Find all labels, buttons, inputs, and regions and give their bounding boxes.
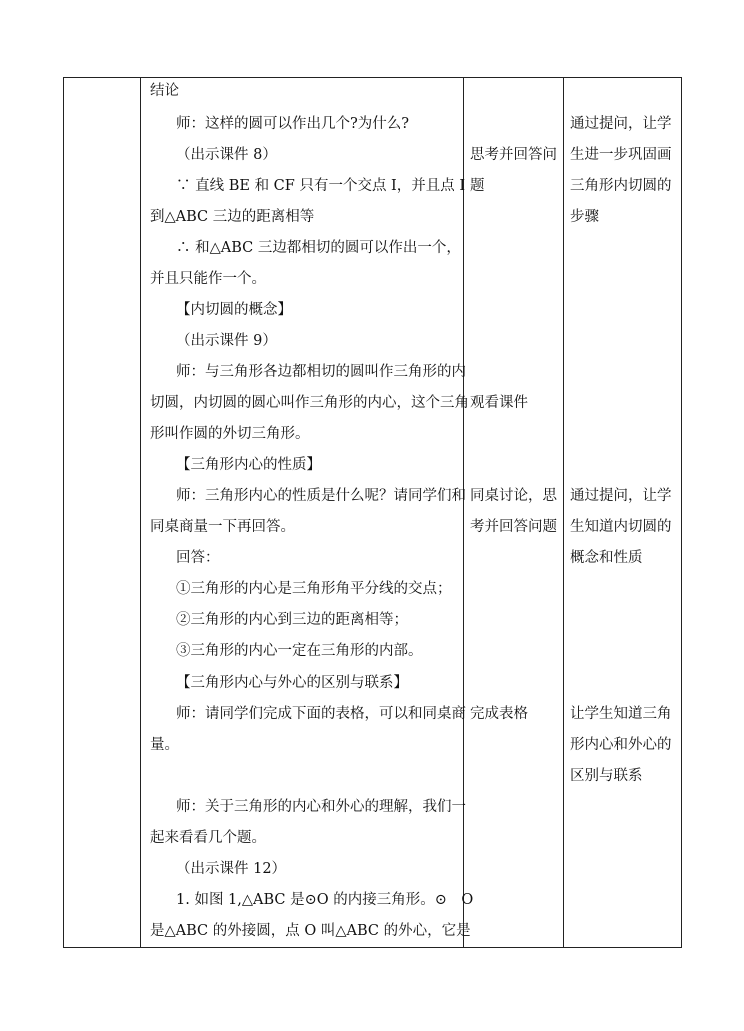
column-divider-2 — [463, 77, 464, 948]
design-intent-line: 区别与联系 — [570, 768, 643, 784]
student-activity-line: 思考并回答问 — [470, 147, 557, 163]
design-intent-line: 三角形内切圆的 — [570, 178, 672, 194]
content-line: 结论 — [150, 83, 179, 99]
design-intent-line: 通过提问，让学 — [570, 488, 672, 504]
content-line: 师：三角形内心的性质是什么呢？请同学们和 — [176, 488, 466, 504]
section-heading: 【三角形内心的性质】 — [176, 457, 321, 473]
content-line: ②三角形的内心到三边的距离相等； — [176, 612, 408, 628]
content-line: 切圆，内切圆的圆心叫作三角形的内心，这个三角 — [150, 395, 469, 411]
content-line: 是△ABC 的外接圆，点 O 叫△ABC 的外心，它是 — [150, 923, 471, 939]
design-intent-line: 概念和性质 — [570, 550, 643, 566]
design-intent-line: 让学生知道三角 — [570, 706, 672, 722]
content-line: 师：请同学们完成下面的表格，可以和同桌商 — [176, 706, 466, 722]
design-intent-line: 步骤 — [570, 209, 599, 225]
column-divider-3 — [563, 77, 564, 948]
column-divider-1 — [140, 77, 141, 948]
content-line: （出示课件 9） — [176, 333, 277, 349]
content-line: （出示课件 8） — [176, 147, 277, 163]
content-line: （出示课件 12） — [176, 861, 287, 877]
content-line: ①三角形的内心是三角形角平分线的交点； — [176, 581, 452, 597]
design-intent-line: 生知道内切圆的 — [570, 519, 672, 535]
content-line: 形叫作圆的外切三角形。 — [150, 426, 310, 442]
content-line: 师：关于三角形的内心和外心的理解，我们一 — [176, 799, 466, 815]
content-line: 师：与三角形各边都相切的圆叫作三角形的内 — [176, 364, 466, 380]
content-line: 并且只能作一个。 — [150, 271, 266, 287]
content-line: ∵ 直线 BE 和 CF 只有一个交点 I，并且点 I — [176, 178, 466, 194]
content-line: ③三角形的内心一定在三角形的内部。 — [176, 643, 423, 659]
content-line: 师：这样的圆可以作出几个?为什么? — [176, 116, 410, 132]
section-heading: 【三角形内心与外心的区别与联系】 — [176, 675, 408, 691]
student-activity-line: 题 — [470, 178, 485, 194]
student-activity-line: 完成表格 — [470, 706, 528, 722]
design-intent-line: 生进一步巩固画 — [570, 147, 672, 163]
content-line: 起来看看几个题。 — [150, 830, 266, 846]
content-line: 回答： — [176, 550, 220, 566]
content-line: ∴ 和△ABC 三边都相切的圆可以作出一个， — [176, 240, 461, 256]
design-intent-line: 通过提问，让学 — [570, 116, 672, 132]
student-activity-line: 同桌讨论，思 — [470, 488, 557, 504]
content-line: 1. 如图 1,△ABC 是⊙O 的内接三角形。⊙ O — [176, 892, 474, 908]
content-line: 同桌商量一下再回答。 — [150, 519, 295, 535]
section-heading: 【内切圆的概念】 — [176, 302, 292, 318]
student-activity-line: 观看课件 — [470, 395, 528, 411]
content-line: 量。 — [150, 737, 179, 753]
content-line: 到△ABC 三边的距离相等 — [150, 209, 315, 225]
design-intent-line: 形内心和外心的 — [570, 737, 672, 753]
student-activity-line: 考并回答问题 — [470, 519, 557, 535]
